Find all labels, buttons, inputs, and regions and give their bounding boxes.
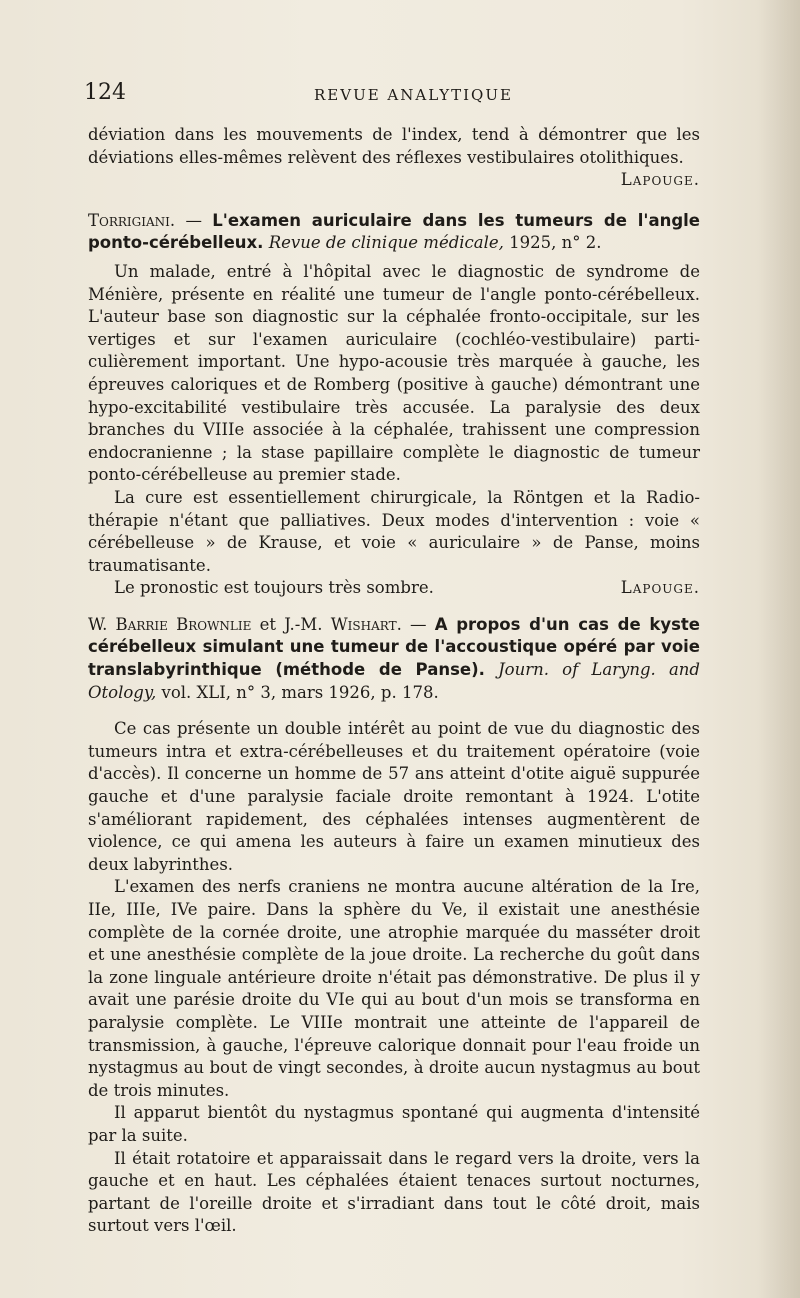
article2-author-prefix: W. <box>88 614 116 634</box>
article2-author-2: Wishart. <box>330 614 402 634</box>
page-body <box>88 124 700 1238</box>
article1-closing-row <box>88 577 700 600</box>
page-header <box>84 80 704 110</box>
article1-dash: — <box>175 210 213 230</box>
article2-ref: vol. XLI, n° 3, mars 1926, p. 178. <box>156 682 439 702</box>
article1-title: L'examen auriculaire dans les tumeurs de l'angle ponto-cérébelleux. <box>88 210 700 253</box>
article1-signature: Lapouge. <box>620 578 700 598</box>
continued-signature: Lapouge. <box>620 170 700 190</box>
article2-author-1: Barrie Brownlie <box>115 614 252 634</box>
page-number: 124 <box>84 80 126 105</box>
article1-paragraph-1: Un malade, entré à l'hôpital avec le diagnostic de syndrome de Ménière, présente en réalité une tumeur de l'angle ponto-cérébelleux. L'auteur base son diagnostic sur la céphalée fronto-occipitale, sur les vertiges et sur l'examen auriculaire (cochléo-vestibulaire) particulièrement important. Une hypo-acousie très marquée à gauche, les épreuves caloriques et de Romberg (positive à gauche) démontrant une hypo-excitabilité vestibulaire très accusée. La paralysie des deux branches du VIIIe associée à la céphalée, trahissent une compression endocranienne ; la stase papillaire complète le diagnostic de tumeur ponto-cérébelleuse au premier stade. <box>88 261 700 485</box>
article2-title: A propos d'un cas de kyste cérébelleux simulant une tumeur de l'accoustique opéré par voie translabyrinthique (méthode de Panse). <box>88 614 700 680</box>
article1-author: Torrigiani. <box>88 210 176 230</box>
article2-paragraph-4: Il était rotatoire et apparaissait dans le regard vers la droite, vers la gauche et en haut. Les céphalées étaient tenaces surtout nocturnes, partant de l'oreille droite et s'irradiant dans tout le côté droit, mais surtout vers l'œil. <box>88 1148 700 1236</box>
article1-heading <box>88 210 700 255</box>
continued-paragraph: déviation dans les mouvements de l'index, tend à démontrer que les déviations elles-mêmes relèvent des réflexes vestibulaires otolithiques. <box>88 125 700 167</box>
article2-heading <box>88 614 700 704</box>
article1-ref: 1925, n° 2. <box>503 233 602 253</box>
article1-journal: Revue de clinique médicale, <box>268 233 504 253</box>
article1-paragraph-3: Le pronostic est toujours très sombre. <box>114 578 434 598</box>
article2-paragraph-3: Il apparut bientôt du nystagmus spontané qui augmenta d'intensité par la suite. <box>88 1103 700 1145</box>
article2-paragraph-1: Ce cas présente un double intérêt au point de vue du diagnostic des tumeurs intra et extra-cérébelleuses et du traitement opératoire (voie d'accès). Il concerne un homme de 57 ans atteint d'otite aiguë suppurée gauche et d'une paralysie faciale droite remontant à 1924. L'otite s'améliorant rapidement, des céphalées intenses augmentèrent de violence, ce qui amena les auteurs à faire un examen minutieux des deux labyrinthes. <box>88 719 700 874</box>
article2-journal: Journ. of Laryng. and Otology, <box>88 660 700 702</box>
article1-paragraph-2: La cure est essentiellement chirurgicale, la Röntgen et la Radiothérapie n'étant que palliatives. Deux modes d'intervention : voie « cérébelleuse » de Krause, et voie « auriculaire » de Panse, moins traumatisante. <box>88 487 700 575</box>
running-title: REVUE ANALYTIQUE <box>314 86 513 104</box>
article2-dash: — <box>401 614 435 634</box>
article2-paragraph-2: L'examen des nerfs craniens ne montra aucune altération de la Ire, IIe, IIIe, IVe paire. Dans la sphère du Ve, il existait une anesthésie complète de la cornée droite, une atrophie marquée du masséter droit et une anesthésie complète de la joue droite. La recherche du goût dans la zone linguale antérieure droite n'était pas démonstrative. De plus il y avait une parésie droite du VIe qui au bout d'un mois se transforma en paralysie complète. Le VIIIe montrait une atteinte de l'appareil de transmission, à gauche, l'épreuve calorique donnait pour l'eau froide un nystagmus au bout de vingt secondes, à droite aucun nystagmus au bout de trois minutes. <box>88 877 700 1100</box>
article2-author-mid: et J.-M. <box>251 614 331 634</box>
page-edge-shadow <box>758 0 800 1298</box>
